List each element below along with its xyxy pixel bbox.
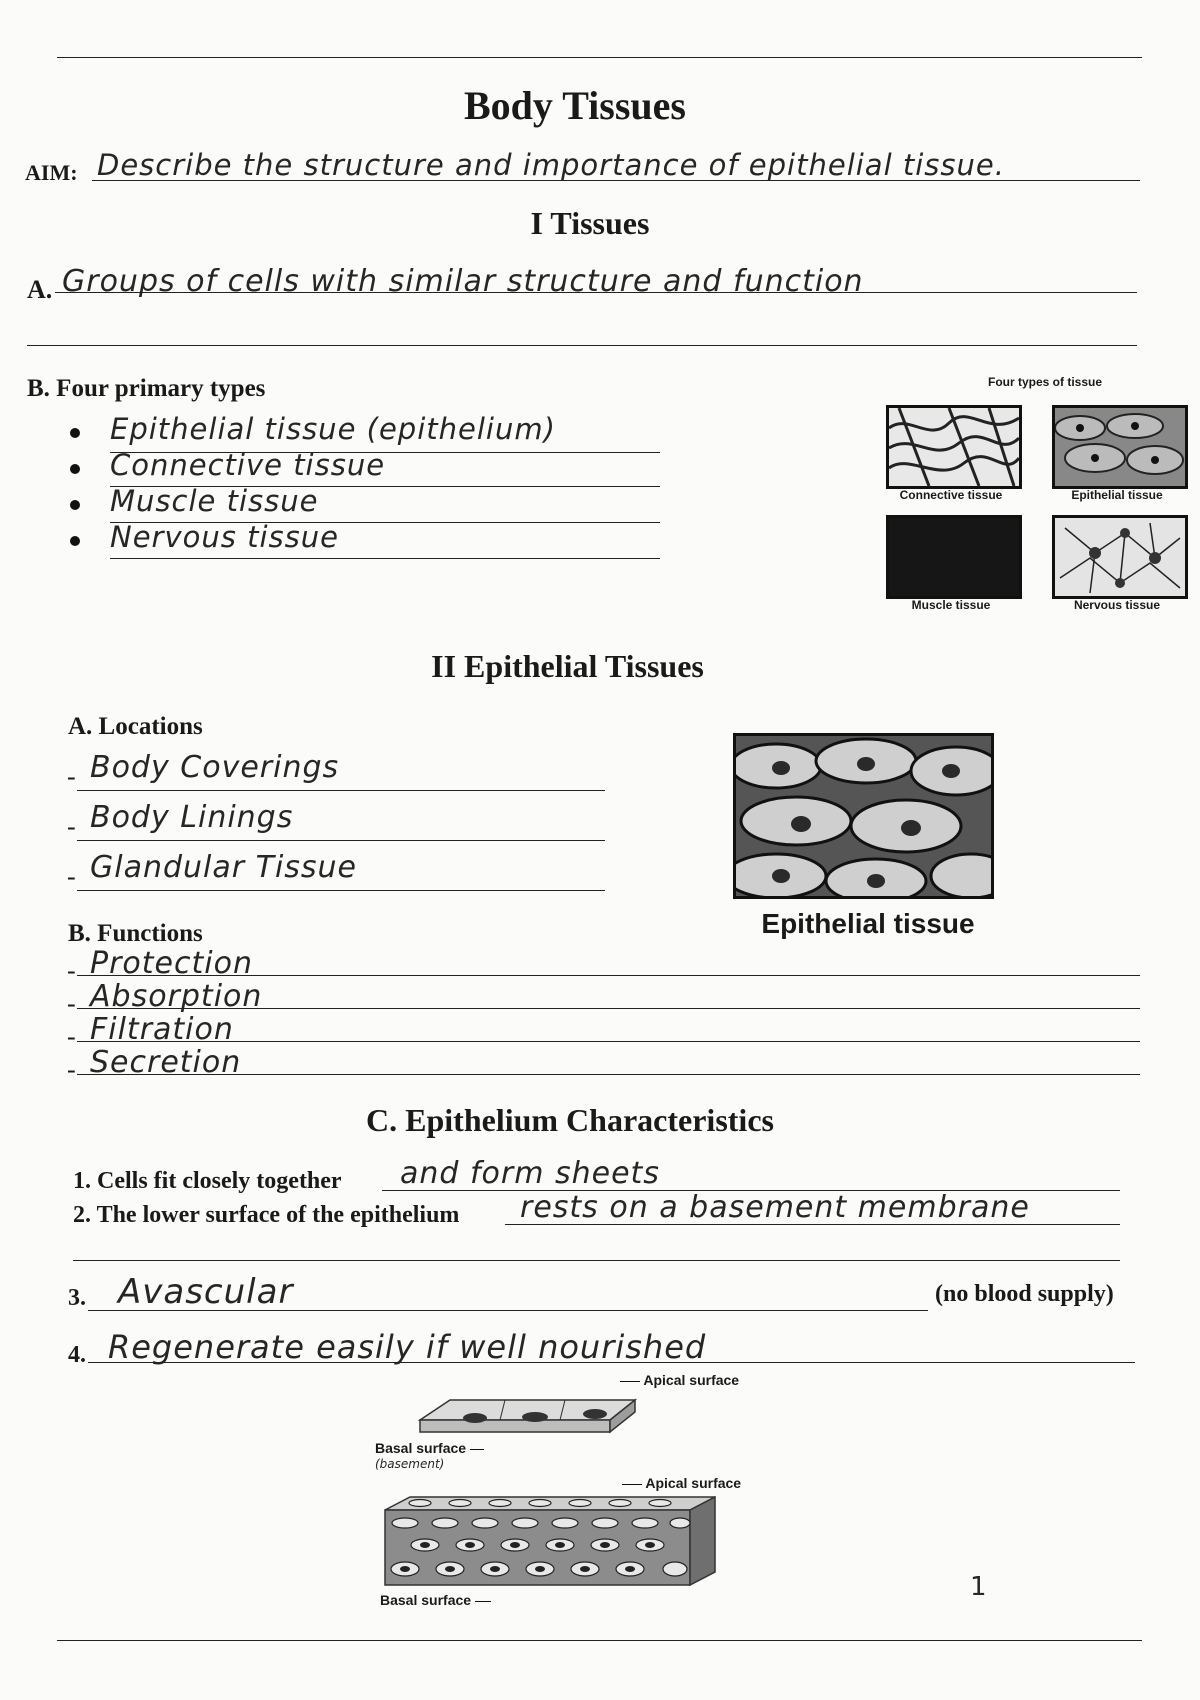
nervous-tissue-image (1052, 515, 1188, 599)
tissue-type-3[interactable]: Muscle tissue (110, 484, 319, 518)
answer-line (77, 975, 1140, 976)
basal-label-2 (380, 1592, 491, 1608)
list-item (65, 1045, 1145, 1091)
characteristic-3-label: 3. (68, 1285, 86, 1311)
apical-label-1 (620, 1372, 739, 1388)
answer-line (77, 1008, 1140, 1009)
answer-line (110, 558, 660, 559)
dash-mark: - (67, 989, 76, 1018)
basal-note: (basement) (375, 1457, 445, 1471)
bullet-icon (70, 536, 80, 546)
characteristic-2-line (505, 1224, 1120, 1225)
characteristic-4-label: 4. (68, 1342, 86, 1368)
dash-mark: - (67, 1022, 76, 1051)
epithelial-figure-caption: Epithelial tissue (761, 908, 975, 939)
dash-mark: - (67, 1055, 76, 1084)
section-ii-heading: II Epithelial Tissues (431, 648, 704, 684)
simple-epithelium-drawing (410, 1390, 640, 1445)
characteristic-3-line (88, 1310, 928, 1311)
answer-line (77, 1041, 1140, 1042)
figure-title: Four types of tissue (987, 375, 1103, 389)
characteristic-3-answer[interactable]: Avascular (118, 1272, 294, 1312)
apical-surface-1-text: Apical surface (643, 1372, 740, 1388)
epithelial-tissue-image (1052, 405, 1188, 489)
connective-tissue-image (886, 405, 1022, 489)
leader-line (470, 1449, 484, 1450)
list-item (65, 850, 615, 908)
apical-label-2 (622, 1475, 741, 1491)
dash-mark: - (67, 762, 76, 791)
characteristic-3-note: (no blood supply) (935, 1281, 1114, 1307)
tissue-type-4[interactable]: Nervous tissue (110, 520, 339, 554)
functions-label: B. Functions (68, 920, 203, 947)
section-i-heading: I Tissues (530, 205, 650, 241)
location-1[interactable]: Body Coverings (90, 750, 340, 785)
basal-surface-2-text: Basal surface (380, 1592, 472, 1608)
section-i-a-answer[interactable]: Groups of cells with similar structure and function (62, 264, 864, 299)
dash-mark: - (67, 862, 76, 891)
aim-answer[interactable]: Describe the structure and importance of epithelial tissue. (97, 148, 1005, 182)
function-3[interactable]: Filtration (90, 1012, 234, 1047)
function-1[interactable]: Protection (90, 946, 253, 981)
list-item (65, 520, 685, 564)
bullet-icon (70, 428, 80, 438)
page-mark: 1 (970, 1572, 988, 1602)
section-i-a-label: A. (27, 275, 53, 304)
basal-label-1 (375, 1440, 484, 1456)
leader-line (620, 1381, 640, 1382)
caption-connective: Connective tissue (899, 488, 1003, 502)
four-tissue-types-figure (880, 370, 1195, 620)
epithelial-tissue-photo (733, 733, 994, 899)
section-i-a-line1 (55, 292, 1137, 293)
leader-line (622, 1484, 642, 1485)
top-border-rule (57, 57, 1142, 58)
caption-nervous: Nervous tissue (1073, 598, 1161, 612)
section-i-a-line2 (27, 345, 1137, 346)
tissue-type-1[interactable]: Epithelial tissue (epithelium) (110, 412, 556, 446)
location-2[interactable]: Body Linings (90, 800, 294, 835)
locations-label: A. Locations (68, 713, 203, 740)
dash-mark: - (67, 956, 76, 985)
answer-line (77, 790, 605, 791)
page-title: Body Tissues (464, 83, 686, 128)
muscle-tissue-image (886, 515, 1022, 599)
leader-line (475, 1601, 491, 1602)
answer-line (77, 1074, 1140, 1075)
function-2[interactable]: Absorption (90, 979, 263, 1014)
epithelium-diagram (375, 1370, 790, 1615)
characteristic-4-answer[interactable]: Regenerate easily if well nourished (108, 1328, 707, 1366)
answer-line (77, 840, 605, 841)
aim-line (92, 180, 1140, 181)
characteristic-4-line (88, 1362, 1135, 1363)
section-i-b-label: B. Four primary types (27, 375, 266, 402)
aim-label: AIM: (25, 160, 78, 185)
bullet-icon (70, 464, 80, 474)
stratified-epithelium-drawing (380, 1495, 720, 1590)
dash-mark: - (67, 812, 76, 841)
characteristic-1-answer[interactable]: and form sheets (400, 1156, 660, 1191)
basal-surface-1-text: Basal surface (375, 1440, 467, 1456)
section-c-heading: C. Epithelium Characteristics (366, 1102, 774, 1138)
characteristic-2-prompt: 2. The lower surface of the epithelium (73, 1202, 460, 1228)
apical-surface-2-text: Apical surface (645, 1475, 742, 1491)
answer-line (77, 890, 605, 891)
tissue-type-2[interactable]: Connective tissue (110, 448, 386, 482)
function-4[interactable]: Secretion (90, 1045, 242, 1080)
characteristic-2-line2 (73, 1260, 1120, 1261)
caption-muscle: Muscle tissue (911, 598, 991, 612)
characteristic-1-prompt: 1. Cells fit closely together (73, 1168, 342, 1194)
location-3[interactable]: Glandular Tissue (90, 850, 358, 885)
characteristic-2-answer[interactable]: rests on a basement membrane (520, 1190, 1030, 1225)
bullet-icon (70, 500, 80, 510)
bottom-border-rule (57, 1640, 1142, 1641)
caption-epithelial: Epithelial tissue (1071, 488, 1163, 502)
